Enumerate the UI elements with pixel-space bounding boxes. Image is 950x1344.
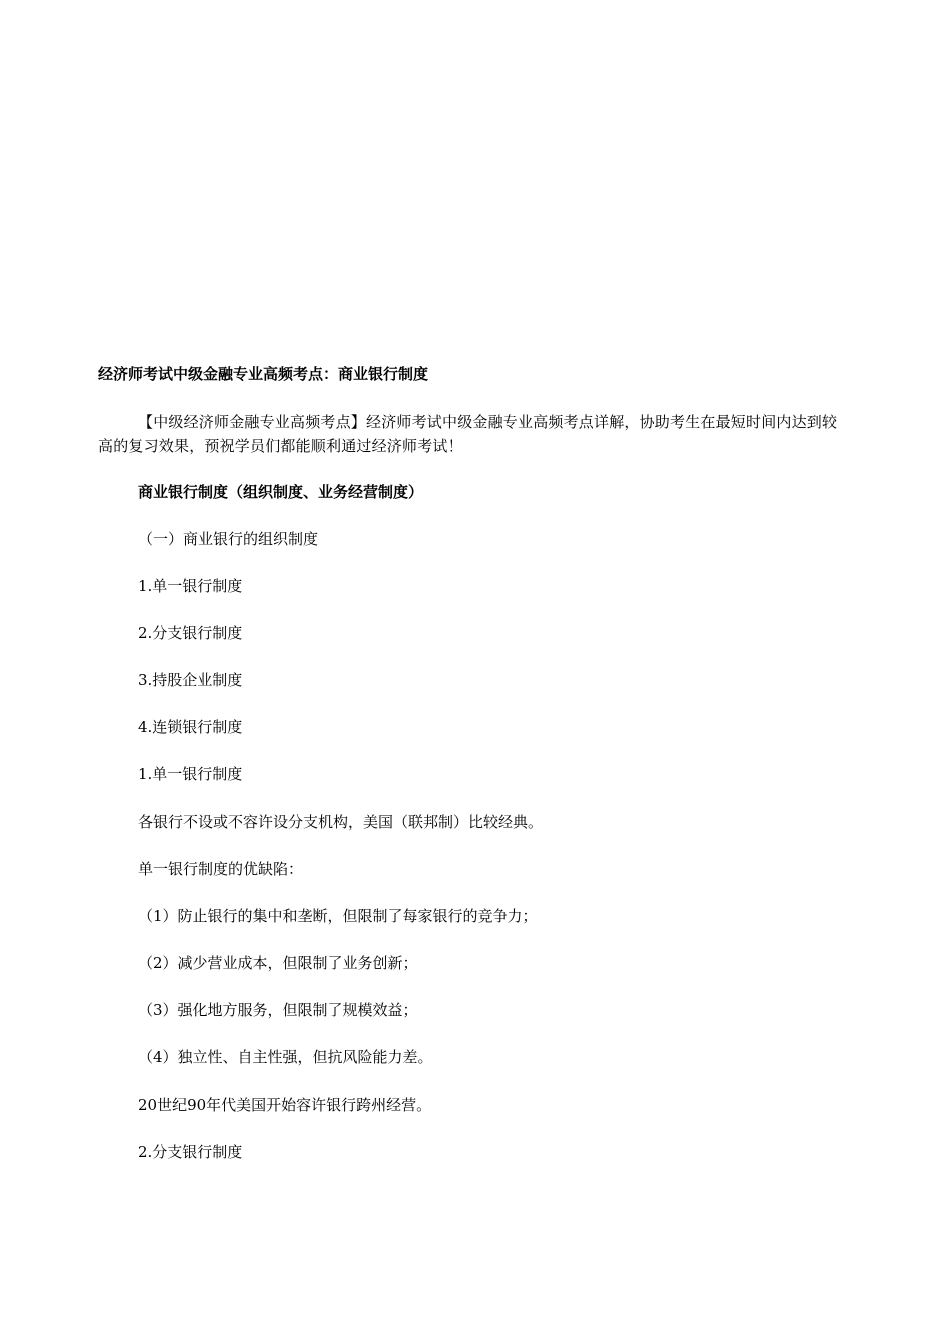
document-title: 经济师考试中级金融专业高频考点：商业银行制度	[98, 365, 429, 383]
body-line: （一）商业银行的组织制度	[138, 530, 319, 548]
body-line: 3.持股企业制度	[138, 671, 243, 689]
body-line: （4）独立性、自主性强，但抗风险能力差。	[138, 1048, 433, 1066]
body-line: 1.单一银行制度	[138, 765, 243, 783]
body-line: （1）防止银行的集中和垄断，但限制了每家银行的竞争力；	[138, 907, 538, 925]
body-line: （2）减少营业成本，但限制了业务创新；	[138, 954, 418, 972]
body-line: 4.连锁银行制度	[138, 718, 243, 736]
section-heading: 商业银行制度（组织制度、业务经营制度）	[138, 483, 424, 501]
body-line: 2.分支银行制度	[138, 1143, 243, 1161]
intro-paragraph: 【中级经济师金融专业高频考点】经济师考试中级金融专业高频考点详解，协助考生在最短时间内达到较高的复习效果，预祝学员们都能顺利通过经济师考试！	[98, 413, 838, 455]
body-line: 各银行不设或不容许设分支机构，美国（联邦制）比较经典。	[138, 813, 544, 831]
body-line: 单一银行制度的优缺陷：	[138, 860, 304, 878]
body-line: （3）强化地方服务，但限制了规模效益；	[138, 1001, 418, 1019]
body-line: 20世纪90年代美国开始容许银行跨州经营。	[138, 1096, 432, 1114]
body-line: 1.单一银行制度	[138, 577, 243, 595]
body-line: 2.分支银行制度	[138, 624, 243, 642]
